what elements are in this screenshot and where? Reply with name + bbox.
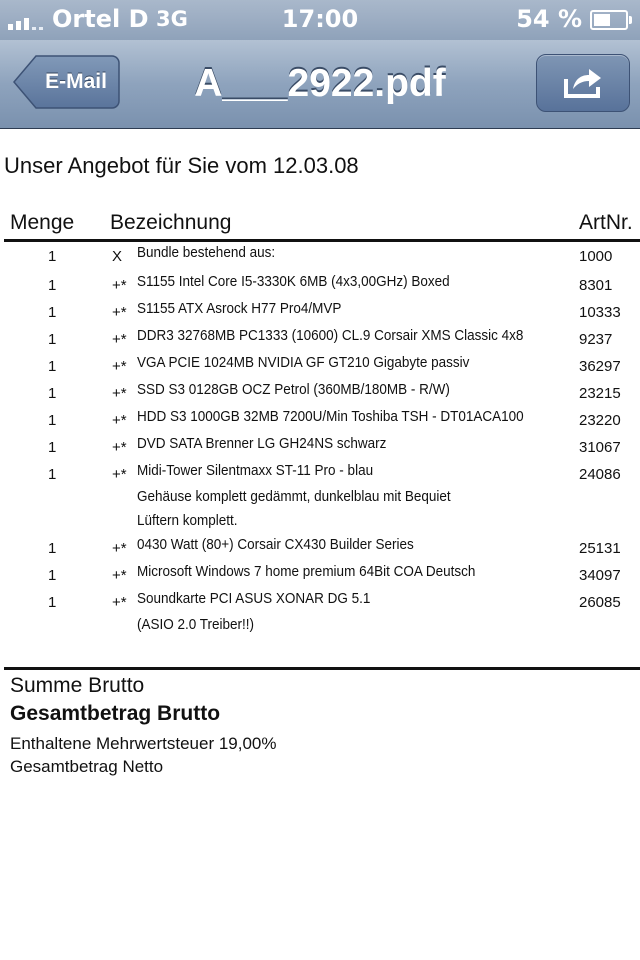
back-button-label: E-Mail xyxy=(45,70,107,93)
table-row: 1 +* Midi-Tower Silentmaxx ST-11 Pro - blau 24086 xyxy=(48,462,621,483)
table-row: 1 +* Soundkarte PCI ASUS XONAR DG 5.1 26085 xyxy=(48,590,621,611)
network-type: 3G xyxy=(156,7,188,31)
table-row: 1 +* 0430 Watt (80+) Corsair CX430 Builder Series 25131 xyxy=(48,536,621,557)
column-header-desc: Bezeichnung xyxy=(110,211,232,234)
status-bar xyxy=(0,0,640,40)
carrier-name: Ortel D xyxy=(52,5,149,33)
gesamtbetrag-brutto-label: Gesamtbetrag Brutto xyxy=(10,702,221,725)
summary-divider xyxy=(4,667,640,670)
battery-icon xyxy=(590,10,628,30)
item-note: Gehäuse komplett gedämmt, dunkelblau mit Bequiet xyxy=(137,488,451,505)
gesamtbetrag-netto-label: Gesamtbetrag Netto xyxy=(10,757,164,776)
offer-heading: Unser Angebot für Sie vom 12.03.08 xyxy=(4,153,359,178)
header-divider xyxy=(4,239,640,242)
clock: 17:00 xyxy=(281,5,359,33)
item-note: (ASIO 2.0 Treiber!!) xyxy=(137,616,255,633)
pdf-document[interactable] xyxy=(0,129,640,960)
table-row: 1 +* DDR3 32768MB PC1333 (10600) CL.9 Corsair XMS Classic 4x8 9237 xyxy=(48,327,613,348)
share-icon xyxy=(563,65,603,99)
table-row: 1 +* S1155 ATX Asrock H77 Pro4/MVP 10333 xyxy=(48,300,621,321)
share-button[interactable] xyxy=(536,54,630,112)
navigation-bar xyxy=(0,40,640,129)
table-row: 1 +* Microsoft Windows 7 home premium 64Bit COA Deutsch 34097 xyxy=(48,563,621,584)
back-button[interactable] xyxy=(12,54,120,110)
table-row: 1 +* SSD S3 0128GB OCZ Petrol (360MB/180MB - R/W) 23215 xyxy=(48,381,621,402)
table-row: 1 +* VGA PCIE 1024MB NVIDIA GF GT210 Gigabyte passiv 36297 xyxy=(48,354,621,375)
mwst-label: Enthaltene Mehrwertsteuer 19,00% xyxy=(10,734,277,753)
table-row: 1 X Bundle bestehend aus: 1000 xyxy=(48,244,613,265)
column-header-artnr: ArtNr. xyxy=(579,211,633,234)
column-header-qty: Menge xyxy=(10,211,75,234)
summe-brutto-label: Summe Brutto xyxy=(10,674,145,697)
item-note: Lüftern komplett. xyxy=(137,512,238,529)
table-row: 1 +* HDD S3 1000GB 32MB 7200U/Min Toshiba TSH - DT01ACA100 23220 xyxy=(48,408,621,429)
table-row: 1 +* S1155 Intel Core I5-3330K 6MB (4x3,00GHz) Boxed 8301 xyxy=(48,273,613,294)
battery-percent: 54 % xyxy=(516,5,582,33)
table-row: 1 +* DVD SATA Brenner LG GH24NS schwarz 31067 xyxy=(48,435,621,456)
page-title: A___2922.pdf xyxy=(194,62,446,105)
